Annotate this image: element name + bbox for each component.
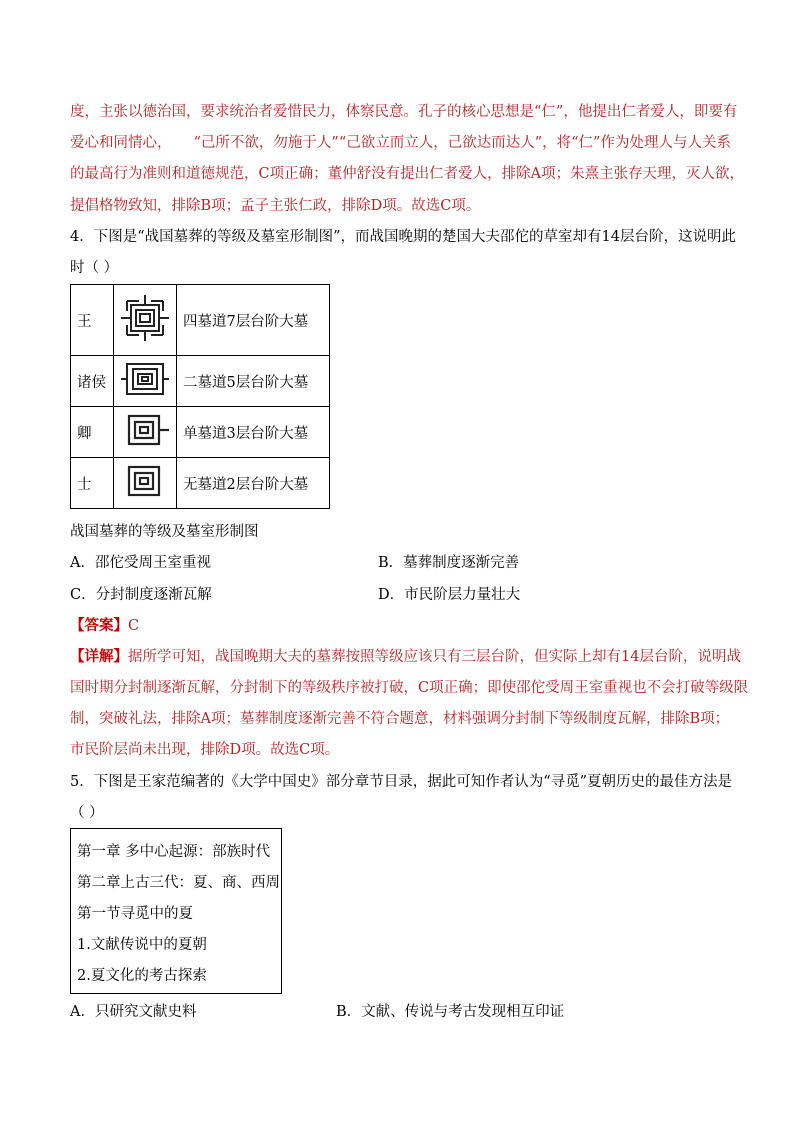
answer-line — [70, 616, 139, 636]
explanation-text: 度，主张以德治国，要求统治者爱惜民力，体察民意。孔子的核心思想是 — [70, 104, 534, 120]
toc-line: 1.文献传说中的夏朝 — [77, 937, 207, 953]
explanation-text: “仁”，他提出仁者爱人，即要有 — [534, 104, 738, 120]
king-tomb-icon — [114, 285, 177, 356]
option-b: B．墓葬制度逐渐完善 — [378, 555, 520, 571]
toc-line: 第一章 多中心起源：部族时代 — [77, 844, 271, 860]
scholar-tomb-icon — [114, 458, 177, 509]
tomb-description: 四墓道7层台阶大墓 — [177, 285, 330, 356]
question-4-stem: 4．下图是“战国墓葬的等级及墓室形制图”，而战国晚期的楚国大夫邵佗的草室却有14层台阶，这说明此 — [70, 229, 736, 245]
minister-tomb-icon — [114, 407, 177, 458]
option-d: D．市民阶层力量壮大 — [378, 587, 521, 603]
tomb-rank-table — [70, 284, 330, 509]
question-5-stem: （ ） — [70, 805, 104, 821]
rank-cell: 诸侯 — [71, 356, 114, 407]
toc-line: 2.夏文化的考古探索 — [77, 968, 207, 984]
table-row — [71, 356, 330, 407]
table-of-contents-box — [70, 828, 282, 994]
option-b: B．文献、传说与考古发现相互印证 — [336, 1004, 565, 1020]
rank-cell: 王 — [71, 285, 114, 356]
question-4-stem: 时（ ） — [70, 260, 119, 276]
detail-line — [70, 647, 741, 667]
detail-line: 制，突破礼法，排除A项；墓葬制度逐渐完善不符合题意，材料强调分封制下等级制度瓦解，排除B项； — [70, 711, 730, 727]
rank-cell: 士 — [71, 458, 114, 509]
table-row — [71, 407, 330, 458]
answer-label: 【答案】 — [70, 617, 128, 634]
tomb-description: 无墓道2层台阶大墓 — [177, 458, 330, 509]
explanation-text: 爱心和同情心， — [70, 135, 172, 151]
figure-caption: 战国墓葬的等级及墓室形制图 — [70, 524, 259, 540]
marquis-tomb-icon — [114, 356, 177, 407]
explanation-line: 提倡格物致知，排除B项；孟子主张仁政，排除D项。故选C项。 — [70, 198, 481, 214]
detail-label: 【详解】 — [70, 648, 128, 665]
tomb-description: 二墓道5层台阶大墓 — [177, 356, 330, 407]
detail-text: 据所学可知，战国晚期大夫的墓葬按照等级应该只有三层台阶，但实际上却有14层台阶，说明战 — [128, 649, 741, 665]
detail-line: 国时期分封制逐渐瓦解，分封制下的等级秩序被打破，C项正确；即使邵佗受周王室重视也不会打破等级限 — [70, 680, 749, 696]
option-c: C．分封制度逐渐瓦解 — [70, 587, 212, 603]
option-a: A．邵佗受周王室重视 — [70, 555, 211, 571]
table-row — [71, 285, 330, 356]
table-row — [71, 458, 330, 509]
option-a: A．只研究文献史料 — [70, 1004, 197, 1020]
explanation-line — [70, 133, 731, 153]
explanation-text: “己所不欲，勿施于人”“己欲立而立人，己欲达而达人”，将“仁”作为处理人与人关系 — [193, 135, 731, 151]
answer-value: C — [128, 618, 140, 634]
question-5-stem: 5．下图是王家范编著的《大学中国史》部分章节目录，据此可知作者认为“寻觅”夏朝历史的最佳方法是 — [70, 774, 733, 790]
tomb-description: 单墓道3层台阶大墓 — [177, 407, 330, 458]
rank-cell: 卿 — [71, 407, 114, 458]
toc-line: 第二章上古三代：夏、商、西周 — [77, 875, 280, 891]
explanation-line — [70, 102, 737, 122]
detail-line: 市民阶层尚未出现，排除D项。故选C项。 — [70, 742, 340, 758]
toc-line: 第一节寻觅中的夏 — [77, 906, 193, 922]
explanation-line: 的最高行为准则和道德规范，C项正确；董仲舒没有提出仁者爱人，排除A项；朱熹主张存天理，灭人欲， — [70, 166, 745, 182]
